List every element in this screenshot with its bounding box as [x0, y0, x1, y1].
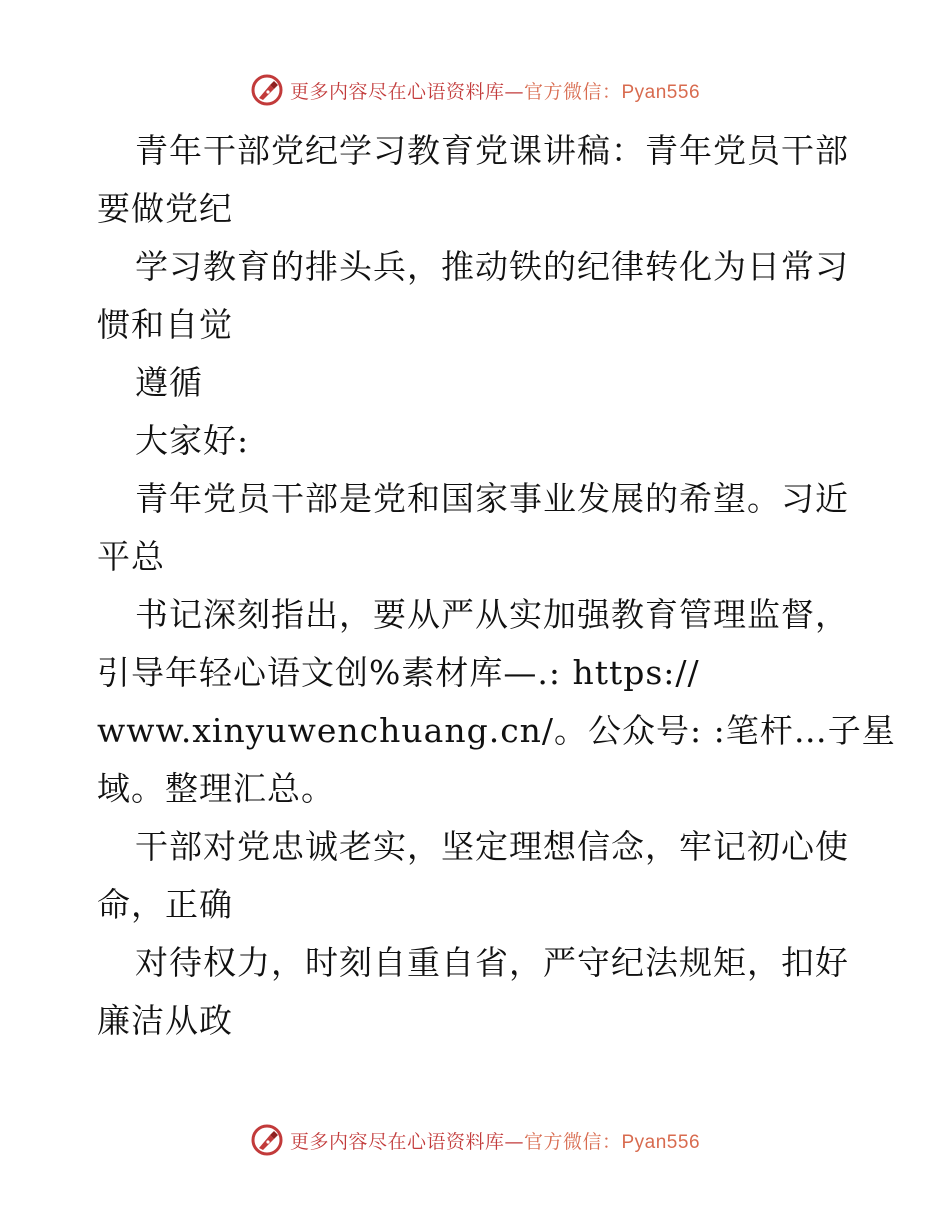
paragraph-line: 引导年轻心语文创%素材库—.: https://	[97, 653, 700, 692]
title-line-3: 学习教育的排头兵，推动铁的纪律转化为日常习	[135, 247, 849, 286]
paragraph-line: www.xinyuwenchuang.cn/。公众号: :笔杆…子星	[97, 711, 896, 750]
title-line-1: 青年干部党纪学习教育党课讲稿：青年党员干部	[135, 131, 849, 170]
paragraph-line: 命，正确	[97, 885, 233, 924]
footer-banner-wechat: 官方微信：Pyan556	[524, 1131, 701, 1153]
paragraph-line: 青年党员干部是党和国家事业发展的希望。习近	[135, 479, 849, 518]
pen-nib-logo-icon	[250, 73, 284, 107]
title-line-2: 要做党纪	[97, 189, 233, 228]
paragraph-line: 对待权力，时刻自重自省，严守纪法规矩，扣好	[135, 943, 849, 982]
header-banner-wechat: 官方微信：Pyan556	[524, 81, 701, 103]
footer-banner-text	[290, 1127, 700, 1154]
header-banner-text	[290, 77, 700, 104]
document-body	[97, 122, 896, 1050]
footer-banner-dash: —	[504, 1130, 524, 1153]
page-footer	[0, 1120, 950, 1160]
paragraph-line: 平总	[97, 537, 165, 576]
paragraph-line: 书记深刻指出，要从严从实加强教育管理监督，	[135, 595, 849, 634]
paragraph-line: 域。整理汇总。	[97, 769, 335, 808]
title-line-4: 惯和自觉	[97, 305, 233, 344]
header-banner-dash: —	[504, 80, 524, 103]
pen-nib-logo-icon	[250, 1123, 284, 1157]
footer-banner-main: 更多内容尽在心语资料库	[289, 1130, 505, 1153]
paragraph-line: 干部对党忠诚老实，坚定理想信念，牢记初心使	[135, 827, 849, 866]
paragraph-line: 廉洁从政	[97, 1001, 233, 1040]
page-header	[0, 70, 950, 110]
header-banner-main: 更多内容尽在心语资料库	[289, 80, 505, 103]
title-line-5: 遵循	[135, 363, 203, 402]
footer-banner	[250, 1123, 700, 1157]
greeting-line: 大家好:	[135, 421, 250, 460]
header-banner	[250, 73, 700, 107]
